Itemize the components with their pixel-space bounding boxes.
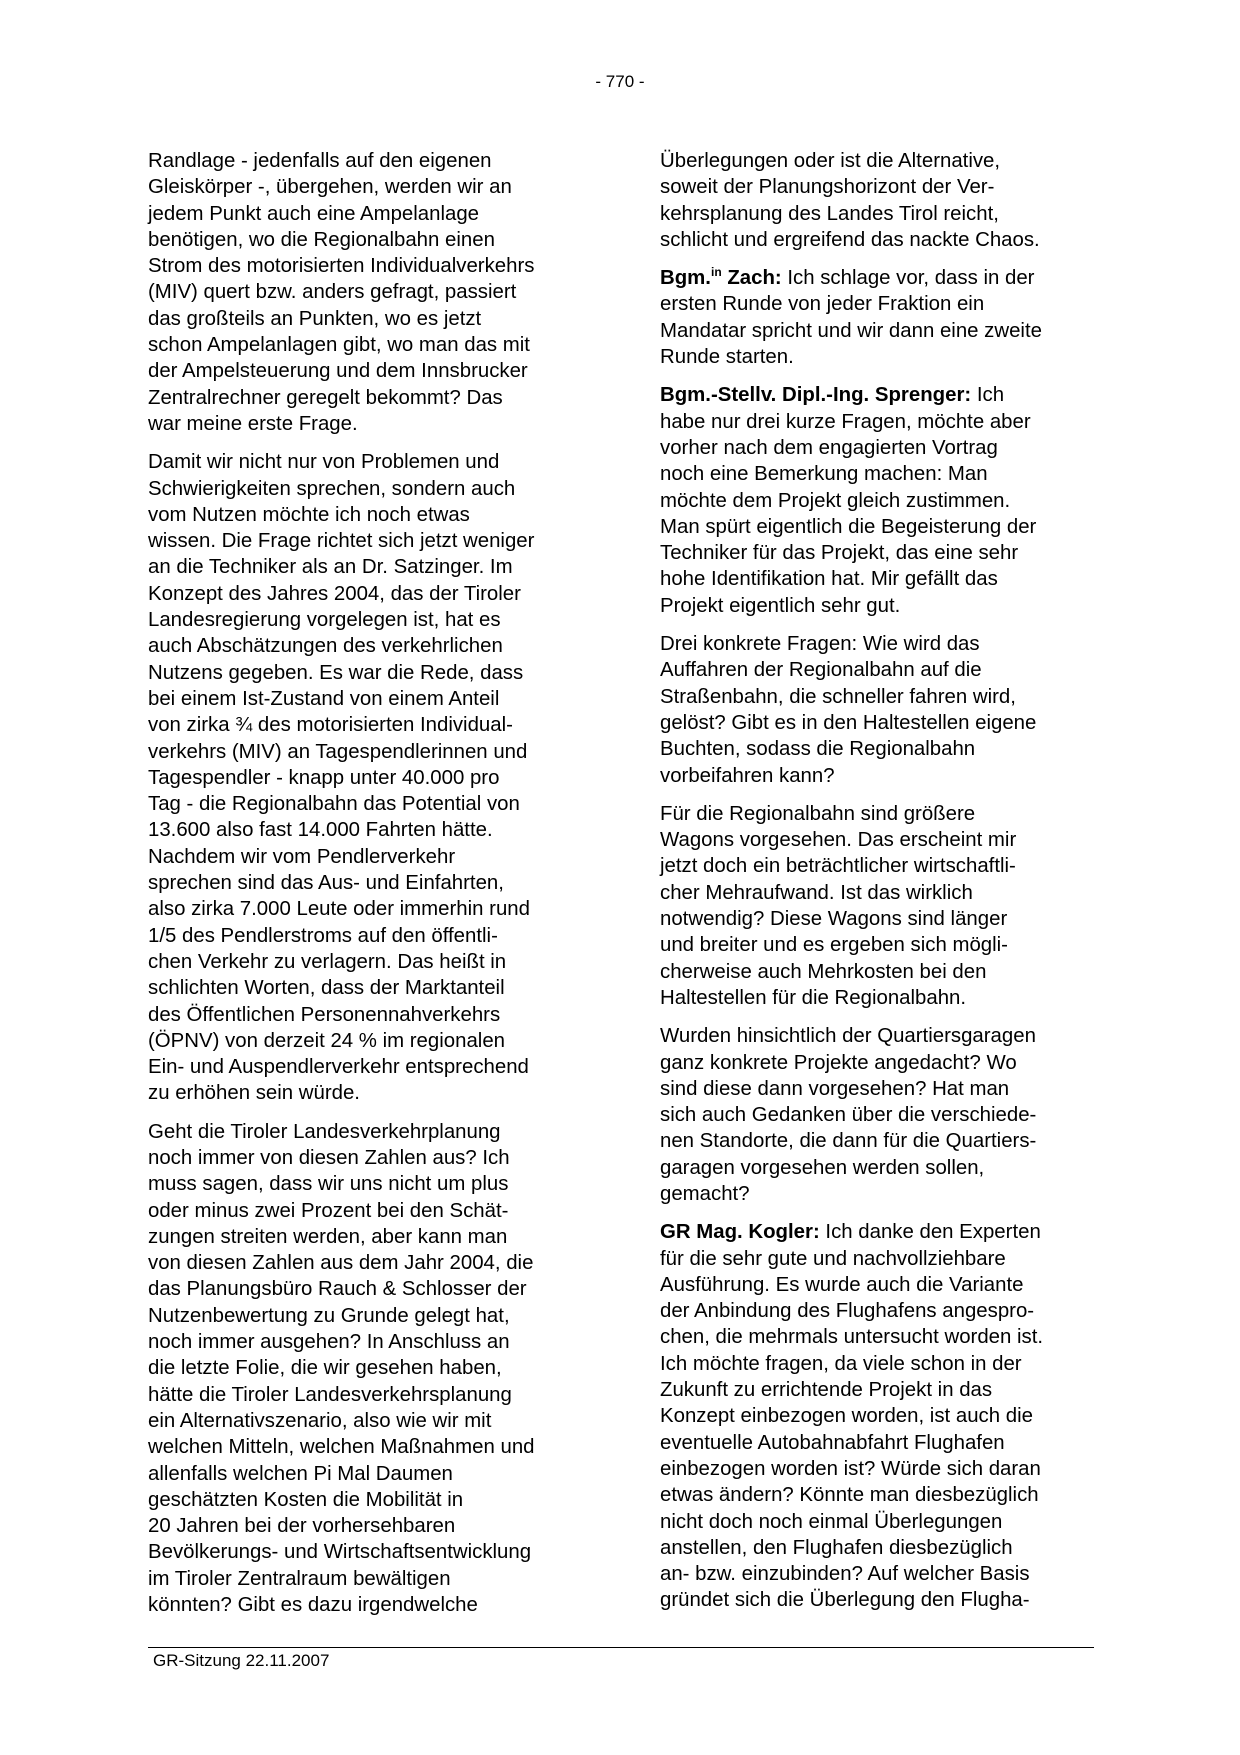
paragraph: Damit wir nicht nur von Problemen und Schwierigkeiten sprechen, sondern auch vom Nutzen möchte ich noch etwas wissen. Die Frage richtet sich jetzt weniger an die Techniker als an Dr. Satzinger. Im Konzept des Jahres 2004, das der Tiroler Landesregierung vorgelegen ist, hat es auch Abschätzungen des verkehrlichen Nutzens gegeben. Es war die Rede, dass bei einem Ist-Zustand von einem Anteil von zirka ¾ des motorisierten Individual- verkehrs (MIV) an Tagespendlerinnen und Tagespendler - knapp unter 40.000 pro Tag - die Regionalbahn das Potential von 13.600 also fast 14.000 Fahrten hätte. Nachdem wir vom Pendlerverkehr sprechen sind das Aus- und Einfahrten, also zirka 7.000 Leute oder immerhin rund 1/5 des Pendlerstroms auf den öffentli- chen Verkehr zu verlagern. Das heißt in schlichten Worten, dass der Marktanteil des Öffentlichen Personennahverkehrs (ÖPNV) von derzeit 24 % im regionalen Ein- und Auspendlerverkehr entsprechend zu erhöhen sein würde. xyxy=(148,451,535,1105)
right-column xyxy=(660,148,1100,1626)
speaker-name xyxy=(660,267,782,289)
speech-text: Ich schlage vor, dass in der ersten Runde von jeder Fraktion ein Mandatar spricht und wir dann eine zweite Runde starten. xyxy=(660,267,1042,369)
paragraph: Überlegungen oder ist die Alternative, soweit der Planungshorizont der Ver- kehrsplanung des Landes Tirol reicht, schlicht und ergreifend das nackte Chaos. xyxy=(660,150,1040,251)
footer-session-date: GR-Sitzung 22.11.2007 xyxy=(153,1651,330,1670)
left-column xyxy=(148,148,588,1630)
speaker-title: Bgm. xyxy=(660,267,711,290)
speaker-name: GR Mag. Kogler: xyxy=(660,1221,820,1244)
page-number: - 770 - xyxy=(595,72,645,91)
paragraph-speaker-zach xyxy=(660,265,1100,370)
speaker-name: Bgm.-Stellv. Dipl.-Ing. Sprenger: xyxy=(660,384,972,407)
paragraph: Geht die Tiroler Landesverkehrplanung noch immer von diesen Zahlen aus? Ich muss sagen, dass wir uns nicht um plus oder minus zwei Prozent bei den Schät- zungen streiten werden, aber kann man von diesen Zahlen aus dem Jahr 2004, die das Planungsbüro Rauch & Schlosser der Nutzenbewertung zu Grunde gelegt hat, noch immer ausgehen? In Anschluss an die letzte Folie, die wir gesehen haben, hätte die Tiroler Landesverkehrsplanung ein Alternativszenario, also wie wir mit welchen Mitteln, welchen Maßnahmen und allenfalls welchen Pi Mal Daumen geschätzten Kosten die Mobilität in 20 Jahren bei der vorhersehbaren Bevölkerungs- und Wirtschaftsentwicklung im Tiroler Zentralraum bewältigen könnten? Gibt es dazu irgendwelche xyxy=(148,1120,535,1617)
speech-text: Ich habe nur drei kurze Fragen, möchte aber vorher nach dem engagierten Vortrag noch eine Bemerkung machen: Man möchte dem Projekt gleich zustimmen. Man spürt eigentlich die Begeisterung der Techniker für das Projekt, das eine sehr hohe Identifikation hat. Mir gefällt das Projekt eigentlich sehr gut. xyxy=(660,384,1037,617)
paragraph: Drei konkrete Fragen: Wie wird das Auffahren der Regionalbahn auf die Straßenbahn, die schneller fahren wird, gelöst? Gibt es in den Haltestellen eigene Buchten, sodass die Regionalbahn vorbeifahren kann? xyxy=(660,633,1037,787)
footer-divider xyxy=(148,1647,1094,1648)
speech-text: Ich danke den Experten für die sehr gute und nachvollziehbare Ausführung. Es wurde auch die Variante der Anbindung des Flughafens angespro- chen, die mehrmals untersucht worden ist. Ich möchte fragen, da viele schon in der Zukunft zu errichtende Projekt in das Konzept einbezogen worden, ist auch die eventuelle Autobahnabfahrt Flughafen einbezogen worden ist? Würde sich daran etwas ändern? Könnte man diesbezüglich nicht doch noch einmal Überlegungen anstellen, den Flughafen diesbezüglich an- bzw. einzubinden? Auf welcher Basis gründet sich die Überlegung den Flugha- xyxy=(660,1221,1044,1612)
speaker-surname: Zach: xyxy=(721,267,782,290)
speaker-title-superscript: in xyxy=(710,265,722,280)
paragraph-speaker-kogler xyxy=(660,1219,1100,1613)
paragraph-speaker-sprenger xyxy=(660,382,1100,619)
paragraph: Wurden hinsichtlich der Quartiersgaragen ganz konkrete Projekte angedacht? Wo sind diese dann vorgesehen? Hat man sich auch Gedanken über die verschiede- nen Standorte, die dann für die Quartiers- garagen vorgesehen werden sollen, gemacht? xyxy=(660,1025,1037,1205)
paragraph: Für die Regionalbahn sind größere Wagons vorgesehen. Das erscheint mir jetzt doch ein beträchtlicher wirtschaftli- cher Mehraufwand. Ist das wirklich notwendig? Diese Wagons sind länger und breiter und es ergeben sich mögli- cherweise auch Mehrkosten bei den Haltestellen für die Regionalbahn. xyxy=(660,802,1017,1009)
paragraph: Randlage - jedenfalls auf den eigenen Gleiskörper -, übergehen, werden wir an jedem Punkt auch eine Ampelanlage benötigen, wo die Regionalbahn einen Strom des motorisierten Individualverkehrs (MIV) quert bzw. anders gefragt, passiert das großteils an Punkten, wo es jetzt schon Ampelanlagen gibt, wo man das mit der Ampelsteuerung und dem Innsbrucker Zentralrechner geregelt bekommt? Das war meine erste Frage. xyxy=(148,150,535,435)
